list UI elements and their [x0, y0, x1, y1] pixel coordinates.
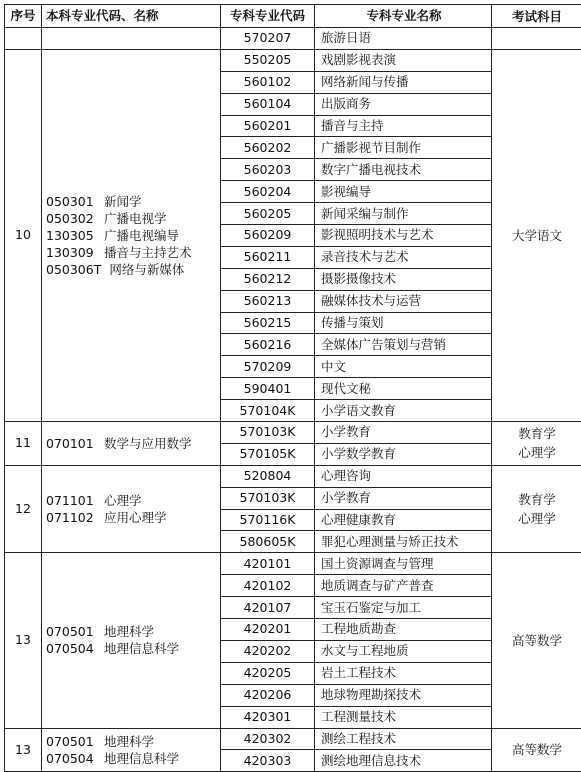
undergrad-major-name: 新闻学: [104, 194, 142, 209]
exam-subjects: [492, 465, 581, 553]
junior-major-name: 测绘工程技术: [315, 728, 492, 750]
exam-subjects: [492, 728, 581, 772]
undergrad-major-name: 地理信息科学: [104, 641, 179, 656]
exam-subjects: [492, 422, 581, 466]
undergrad-major: [46, 509, 216, 526]
junior-major-code: 570104K: [221, 400, 315, 422]
group-number: [5, 28, 42, 50]
undergrad-major-name: 数学与应用数学: [104, 436, 192, 451]
exam-subjects: [492, 28, 581, 50]
undergrad-major-code: 050306T: [46, 261, 101, 278]
junior-major-code: 560212: [221, 268, 315, 290]
junior-major-code: 420301: [221, 706, 315, 728]
undergrad-major-name: 地理科学: [104, 734, 154, 749]
junior-major-name: 罪犯心理测量与矫正技术: [315, 531, 492, 553]
junior-major-code: 580605K: [221, 531, 315, 553]
junior-major-name: 岩土工程技术: [315, 662, 492, 684]
junior-major-name: 出版商务: [315, 93, 492, 115]
group-number: 12: [5, 465, 42, 553]
table-row: [5, 728, 581, 750]
exam-subject: 大学语文: [496, 226, 578, 245]
undergrad-major-code: 130305: [46, 227, 96, 244]
junior-major-name: 数字广播电视技术: [315, 159, 492, 181]
junior-major-code: 570207: [221, 28, 315, 50]
undergrad-majors: [42, 28, 221, 50]
undergrad-majors: [42, 553, 221, 728]
junior-major-code: 560202: [221, 137, 315, 159]
undergrad-major: [46, 623, 216, 640]
junior-major-name: 录音技术与艺术: [315, 246, 492, 268]
exam-subject: 教育学: [496, 490, 578, 509]
major-table-container: [4, 4, 581, 772]
junior-major-code: 570103K: [221, 422, 315, 444]
undergrad-major: [46, 261, 216, 278]
junior-major-name: 小学教育: [315, 487, 492, 509]
junior-major-code: 420302: [221, 728, 315, 750]
undergrad-major-code: 071101: [46, 492, 96, 509]
undergrad-major: [46, 733, 216, 750]
undergrad-major-name: 广播电视学: [104, 211, 167, 226]
header-row: [5, 5, 581, 28]
junior-major-code: 420303: [221, 750, 315, 772]
junior-major-code: 420202: [221, 640, 315, 662]
junior-major-name: 网络新闻与传播: [315, 71, 492, 93]
exam-subjects: [492, 553, 581, 728]
junior-major-code: 570103K: [221, 487, 315, 509]
exam-subject: 教育学: [496, 424, 578, 443]
undergrad-major-code: 070501: [46, 733, 96, 750]
junior-major-code: 420201: [221, 619, 315, 641]
junior-major-name: 心理咨询: [315, 465, 492, 487]
undergrad-major-name: 播音与主持艺术: [104, 245, 192, 260]
undergrad-majors: [42, 49, 221, 421]
junior-major-code: 560102: [221, 71, 315, 93]
undergrad-major: [46, 640, 216, 657]
junior-major-code: 550205: [221, 49, 315, 71]
junior-major-name: 旅游日语: [315, 28, 492, 50]
exam-subject: 高等数学: [496, 740, 578, 759]
exam-subjects: [492, 49, 581, 421]
junior-major-code: 570116K: [221, 509, 315, 531]
table-row: [5, 422, 581, 444]
junior-major-name: 心理健康教育: [315, 509, 492, 531]
junior-major-name: 工程测量技术: [315, 706, 492, 728]
undergrad-major-code: 050302: [46, 210, 96, 227]
undergrad-majors: [42, 422, 221, 466]
junior-major-code: 590401: [221, 378, 315, 400]
group-number: 11: [5, 422, 42, 466]
junior-major-name: 中文: [315, 356, 492, 378]
undergrad-major-code: 070501: [46, 623, 96, 640]
undergrad-major-code: 070101: [46, 435, 96, 452]
exam-subject: 高等数学: [496, 631, 578, 650]
junior-major-code: 560104: [221, 93, 315, 115]
junior-major-name: 工程地质勘查: [315, 619, 492, 641]
junior-major-name: 广播影视节目制作: [315, 137, 492, 159]
undergrad-major-name: 地理科学: [104, 624, 154, 639]
junior-major-code: 420102: [221, 575, 315, 597]
header-name: 专科专业名称: [315, 5, 492, 28]
junior-major-name: 戏剧影视表演: [315, 49, 492, 71]
junior-major-code: 420206: [221, 684, 315, 706]
junior-major-name: 现代文秘: [315, 378, 492, 400]
junior-major-code: 570105K: [221, 443, 315, 465]
table-row: [5, 28, 581, 50]
undergrad-major-code: 050301: [46, 193, 96, 210]
undergrad-major: [46, 210, 216, 227]
junior-major-code: 560211: [221, 246, 315, 268]
undergrad-major-code: 070504: [46, 750, 96, 767]
junior-major-name: 测绘地理信息技术: [315, 750, 492, 772]
undergrad-major-name: 地理信息科学: [104, 751, 179, 766]
junior-major-name: 小学语文教育: [315, 400, 492, 422]
junior-major-name: 影视编导: [315, 181, 492, 203]
group-number: 10: [5, 49, 42, 421]
undergrad-major-code: 130309: [46, 244, 96, 261]
undergrad-major-code: 070504: [46, 640, 96, 657]
table-row: [5, 553, 581, 575]
junior-major-name: 小学教育: [315, 422, 492, 444]
junior-major-name: 全媒体广告策划与营销: [315, 334, 492, 356]
junior-major-name: 播音与主持: [315, 115, 492, 137]
exam-subject: 心理学: [496, 509, 578, 528]
undergrad-major: [46, 244, 216, 261]
junior-major-code: 560205: [221, 203, 315, 225]
undergrad-major: [46, 227, 216, 244]
junior-major-code: 560203: [221, 159, 315, 181]
junior-major-code: 520804: [221, 465, 315, 487]
junior-major-code: 560209: [221, 225, 315, 247]
exam-subject: 心理学: [496, 443, 578, 462]
major-table: [4, 4, 581, 772]
undergrad-major: [46, 492, 216, 509]
junior-major-name: 国土资源调查与管理: [315, 553, 492, 575]
junior-major-name: 融媒体技术与运营: [315, 290, 492, 312]
undergrad-major-name: 网络与新媒体: [109, 262, 184, 277]
junior-major-name: 水文与工程地质: [315, 640, 492, 662]
junior-major-code: 420107: [221, 597, 315, 619]
junior-major-code: 560216: [221, 334, 315, 356]
junior-major-code: 560215: [221, 312, 315, 334]
undergrad-major-code: 071102: [46, 509, 96, 526]
undergrad-major: [46, 435, 216, 452]
junior-major-code: 420101: [221, 553, 315, 575]
table-body: [5, 28, 581, 772]
junior-major-code: 570209: [221, 356, 315, 378]
undergrad-major: [46, 750, 216, 767]
junior-major-name: 摄影摄像技术: [315, 268, 492, 290]
junior-major-name: 地质调查与矿产普查: [315, 575, 492, 597]
junior-major-name: 影视照明技术与艺术: [315, 225, 492, 247]
junior-major-name: 新闻采编与制作: [315, 203, 492, 225]
table-row: [5, 49, 581, 71]
undergrad-major-name: 应用心理学: [104, 510, 167, 525]
junior-major-code: 560204: [221, 181, 315, 203]
junior-major-code: 560213: [221, 290, 315, 312]
junior-major-name: 传播与策划: [315, 312, 492, 334]
group-number: 13: [5, 553, 42, 728]
table-row: [5, 465, 581, 487]
undergrad-major-name: 广播电视编导: [104, 228, 179, 243]
header-exam: 考试科目: [492, 5, 581, 28]
header-no: 序号: [5, 5, 42, 28]
junior-major-name: 地球物理勘探技术: [315, 684, 492, 706]
undergrad-major: [46, 193, 216, 210]
undergrad-majors: [42, 728, 221, 772]
junior-major-code: 560201: [221, 115, 315, 137]
junior-major-name: 宝玉石鉴定与加工: [315, 597, 492, 619]
header-code: 专科专业代码: [221, 5, 315, 28]
junior-major-code: 420205: [221, 662, 315, 684]
junior-major-name: 小学数学教育: [315, 443, 492, 465]
undergrad-major-name: 心理学: [104, 493, 142, 508]
group-number: 13: [5, 728, 42, 772]
undergrad-majors: [42, 465, 221, 553]
header-undergrad: 本科专业代码、名称: [42, 5, 221, 28]
